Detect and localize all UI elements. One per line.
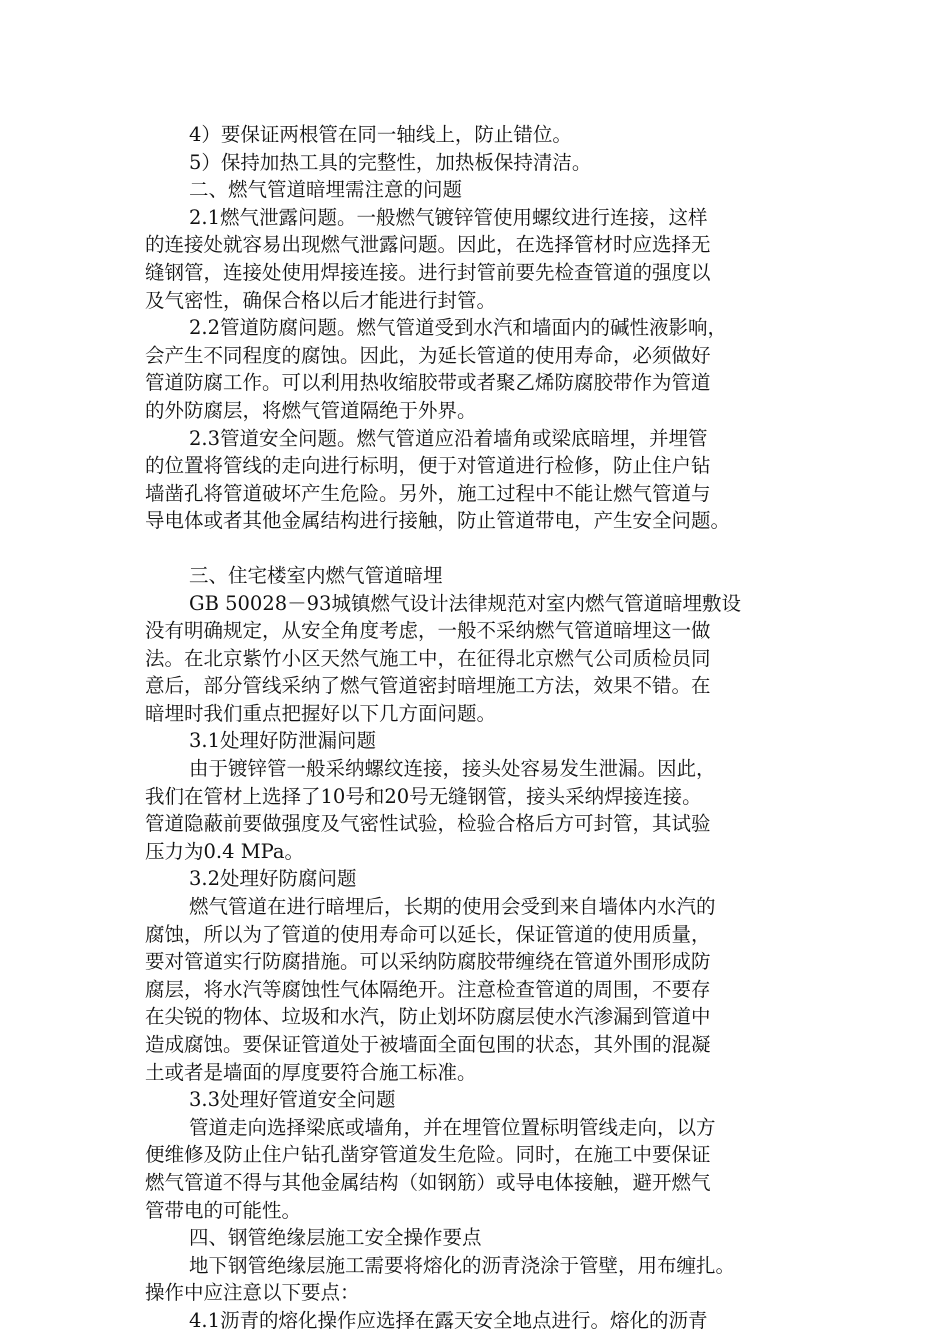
text-line: 3.1处理好防泄漏问题 xyxy=(189,729,377,753)
text-line: 缝钢管，连接处使用焊接连接。进行封管前要先检查管道的强度以 xyxy=(145,260,711,284)
text-line: GB 50028－93城镇燃气设计法律规范对室内燃气管道暗埋敷设 xyxy=(189,591,741,615)
text-line: 在尖锐的物体、垃圾和水汽，防止划坏防腐层使水汽渗漏到管道中 xyxy=(145,1005,711,1029)
text-line: 的连接处就容易出现燃气泄露问题。因此，在选择管材时应选择无 xyxy=(145,233,711,257)
text-line: 会产生不同程度的腐蚀。因此，为延长管道的使用寿命，必须做好 xyxy=(145,343,711,367)
text-line: 意后，部分管线采纳了燃气管道密封暗埋施工方法，效果不错。在 xyxy=(145,674,711,698)
paragraph-gap xyxy=(145,535,800,562)
text-line: 由于镀锌管一般采纳螺纹连接，接头处容易发生泄漏。因此， xyxy=(189,757,716,781)
text-line: 管带电的可能性。 xyxy=(145,1198,302,1222)
text-line: 5）保持加热工具的完整性，加热板保持清洁。 xyxy=(189,150,592,174)
text-line: 墙凿孔将管道破坏产生危险。另外，施工过程中不能让燃气管道与 xyxy=(145,481,711,505)
text-line: 腐蚀，所以为了管道的使用寿命可以延长，保证管道的使用质量， xyxy=(145,922,711,946)
text-line: 导电体或者其他金属结构进行接触，防止管道带电，产生安全问题。 xyxy=(145,509,731,533)
text-line: 燃气管道不得与其他金属结构（如钢筋）或导电体接触，避开燃气 xyxy=(145,1170,711,1194)
text-line: 四、钢管绝缘层施工安全操作要点 xyxy=(189,1226,482,1250)
text-line: 的外防腐层，将燃气管道隔绝于外界。 xyxy=(145,398,477,422)
text-line: 管道隐蔽前要做强度及气密性试验，检验合格后方可封管，其试验 xyxy=(145,812,711,836)
text-line: 压力为0.4 MPa。 xyxy=(145,839,305,863)
text-line: 我们在管材上选择了10号和20号无缝钢管，接头采纳焊接连接。 xyxy=(145,784,702,808)
text-line: 二、燃气管道暗埋需注意的问题 xyxy=(189,178,463,202)
text-line: 造成腐蚀。要保证管道处于被墙面全面包围的状态，其外围的混凝 xyxy=(145,1033,711,1056)
text-line: 燃气管道在进行暗埋后，长期的使用会受到来自墙体内水汽的 xyxy=(189,895,716,919)
text-line: 操作中应注意以下要点： xyxy=(145,1281,360,1305)
text-line: 的位置将管线的走向进行标明，便于对管道进行检修，防止住户钻 xyxy=(145,454,711,478)
text-line: 2.1燃气泄露问题。一般燃气镀锌管使用螺纹进行连接，这样 xyxy=(189,205,708,229)
text-line: 2.2管道防腐问题。燃气管道受到水汽和墙面内的碱性液影响， xyxy=(189,316,728,340)
text-line: 3.3处理好管道安全问题 xyxy=(189,1088,396,1112)
text-line: 便维修及防止住户钻孔凿穿管道发生危险。同时，在施工中要保证 xyxy=(145,1143,711,1167)
text-line: 3.2处理好防腐问题 xyxy=(189,867,357,891)
text-line: 没有明确规定，从安全角度考虑，一般不采纳燃气管道暗埋这一做 xyxy=(145,619,711,643)
text-line: 管道防腐工作。可以利用热收缩胶带或者聚乙烯防腐胶带作为管道 xyxy=(145,371,711,395)
text-line: 4）要保证两根管在同一轴线上，防止错位。 xyxy=(189,123,572,146)
text-line: 法。在北京紫竹小区天然气施工中，在征得北京燃气公司质检员同 xyxy=(145,646,711,670)
text-line: 腐层，将水汽等腐蚀性气体隔绝开。注意检查管道的周围，不要存 xyxy=(145,977,711,1001)
text-line: 土或者是墙面的厚度要符合施工标准。 xyxy=(145,1060,477,1084)
text-line: 4.1沥青的熔化操作应选择在露天安全地点进行。熔化的沥青 xyxy=(189,1308,708,1332)
text-line: 管道走向选择梁底或墙角，并在埋管位置标明管线走向，以方 xyxy=(189,1115,716,1139)
text-line: 三、住宅楼室内燃气管道暗埋 xyxy=(189,563,443,587)
text-line: 2.3管道安全问题。燃气管道应沿着墙角或梁底暗埋，并埋管 xyxy=(189,426,708,450)
text-line: 要对管道实行防腐措施。可以采纳防腐胶带缠绕在管道外围形成防 xyxy=(145,950,711,974)
text-line: 暗埋时我们重点把握好以下几方面问题。 xyxy=(145,701,497,725)
text-line: 地下钢管绝缘层施工需要将熔化的沥青浇涂于管壁，用布缠扎。 xyxy=(189,1253,736,1277)
text-line: 及气密性，确保合格以后才能进行封管。 xyxy=(145,288,497,312)
